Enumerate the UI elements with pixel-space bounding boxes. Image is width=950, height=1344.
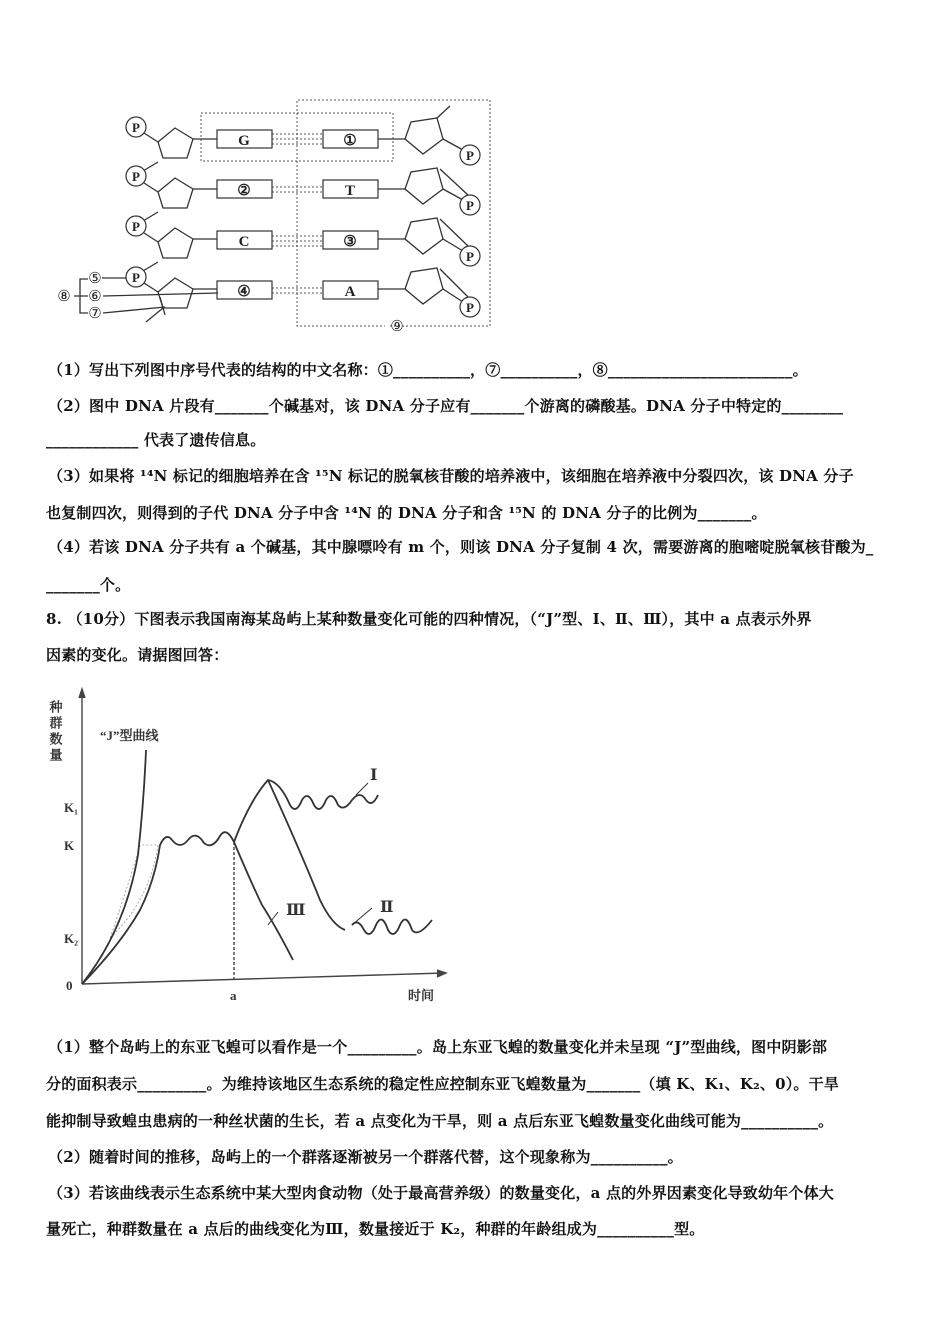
q8-part3-cont: 量死亡，种群数量在 a 点后的曲线变化为Ⅲ，数量接近于 K₂，种群的年龄组成为__________型。	[46, 1220, 705, 1238]
pentagon-sugar	[405, 118, 443, 154]
dna-structure-diagram	[40, 90, 510, 340]
right-strand	[378, 106, 468, 304]
q7-part2-cont: ____________ 代表了遗传信息。	[46, 431, 266, 449]
y-axis-label: 种群数量	[47, 700, 63, 764]
q7-part2: （2）图中 DNA 片段有_______个碱基对，该 DNA 分子应有_______个游离的磷酸基。DNA 分子中特定的________	[48, 397, 844, 415]
q7-part3: （3）如果将 ¹⁴N 标记的细胞培养在含 ¹⁵N 标记的脱氧核苷酸的培养液中，该细胞在培养液中分裂四次，该 DNA 分子	[48, 467, 854, 485]
series-label-ii: Ⅱ	[380, 899, 394, 916]
pentagon-sugar	[405, 168, 443, 204]
base-label: ②	[237, 183, 251, 199]
callout-eight: ⑧	[57, 289, 71, 305]
base-label: G	[238, 133, 250, 149]
pentagon-sugar	[158, 128, 193, 158]
base-label: ①	[343, 133, 357, 149]
q8-header: 8. （10分）下图表示我国南海某岛屿上某种数量变化可能的四种情况，（“J”型、Ⅰ、Ⅱ、Ⅲ），其中 a 点表示外界	[46, 610, 812, 628]
curve-logistic	[82, 832, 234, 984]
q8-part3: （3）若该曲线表示生态系统中某大型肉食动物（处于最高营养级）的数量变化，a 点的外界因素变化导致幼年个体大	[48, 1184, 834, 1202]
y-tick-k: K	[64, 838, 75, 853]
pentagon-sugar	[405, 268, 443, 304]
series-label-i: Ⅰ	[370, 767, 378, 784]
base-label: ③	[343, 234, 357, 250]
pentagon-sugar	[158, 178, 193, 208]
base-label: C	[238, 234, 250, 250]
q7-part1: （1）写出下列图中序号代表的结构的中文名称：①__________，⑦__________，⑧________________________。	[48, 361, 808, 379]
phosphate-label: P	[466, 148, 474, 163]
q7-part4: （4）若该 DNA 分子共有 a 个碱基，其中腺嘌呤有 m 个，则该 DNA 分子复制 4 次，需要游离的胞嘧啶脱氧核苷酸为_	[48, 538, 874, 556]
phosphate-label: P	[466, 198, 474, 213]
population-chart	[40, 680, 460, 1010]
phosphate-label: P	[466, 249, 474, 264]
pentagon-sugar	[158, 228, 193, 258]
series-label-j: “J”型曲线	[100, 728, 159, 743]
callout-nine: ⑨	[390, 319, 404, 335]
callout-five: ⑤	[88, 271, 102, 287]
callout-seven: ⑦	[88, 306, 102, 322]
q8-part1: （1）整个岛屿上的东亚飞蝗可以看作是一个_________。岛上东亚飞蝗的数量变化并未呈现 “J”型曲线，图中阴影部	[48, 1038, 828, 1056]
q8-part1-cont: 分的面积表示_________。为维持该地区生态系统的稳定性应控制东亚飞蝗数量为_______（填 K、K₁、K₂、0）。干旱	[46, 1075, 840, 1093]
curve-iii	[234, 842, 293, 960]
phosphate-label: P	[466, 300, 474, 315]
x-axis	[82, 973, 444, 984]
phosphate-label: P	[132, 219, 140, 234]
base-label: ④	[237, 284, 251, 300]
phosphate-label: P	[132, 270, 140, 285]
base-label: A	[344, 284, 356, 300]
phosphate-label: P	[132, 120, 140, 135]
x-axis-arrow	[437, 970, 446, 977]
pentagon-sugar	[158, 278, 193, 308]
q8-header-cont: 因素的变化。请据图回答：	[46, 646, 229, 664]
y-tick-k2: K₂	[64, 931, 79, 946]
q7-part4-cont: _______个。	[46, 576, 131, 594]
series-label-iii: Ⅲ	[286, 902, 306, 919]
phosphate-label: P	[132, 169, 140, 184]
x-tick-a: a	[230, 988, 237, 1003]
base-label: T	[344, 183, 356, 199]
y-axis-arrow	[79, 689, 85, 698]
callout-six: ⑥	[88, 289, 102, 305]
y-tick-k1: K₁	[64, 800, 79, 815]
curve-i	[234, 780, 378, 842]
origin-label: 0	[66, 978, 73, 993]
q8-part2: （2）随着时间的推移，岛屿上的一个群落逐渐被另一个群落代替，这个现象称为__________。	[48, 1148, 683, 1166]
q7-part3-cont: 也复制四次，则得到的子代 DNA 分子中含 ¹⁴N 的 DNA 分子和含 ¹⁵N 的 DNA 分子的比例为_______。	[46, 504, 767, 522]
x-axis-label: 时间	[408, 988, 435, 1003]
q8-part1-cont2: 能抑制导致蝗虫患病的一种丝状菌的生长，若 a 点变化为干旱，则 a 点后东亚飞蝗数量变化曲线可能为__________。	[46, 1112, 834, 1130]
pentagon-sugar	[405, 218, 443, 254]
